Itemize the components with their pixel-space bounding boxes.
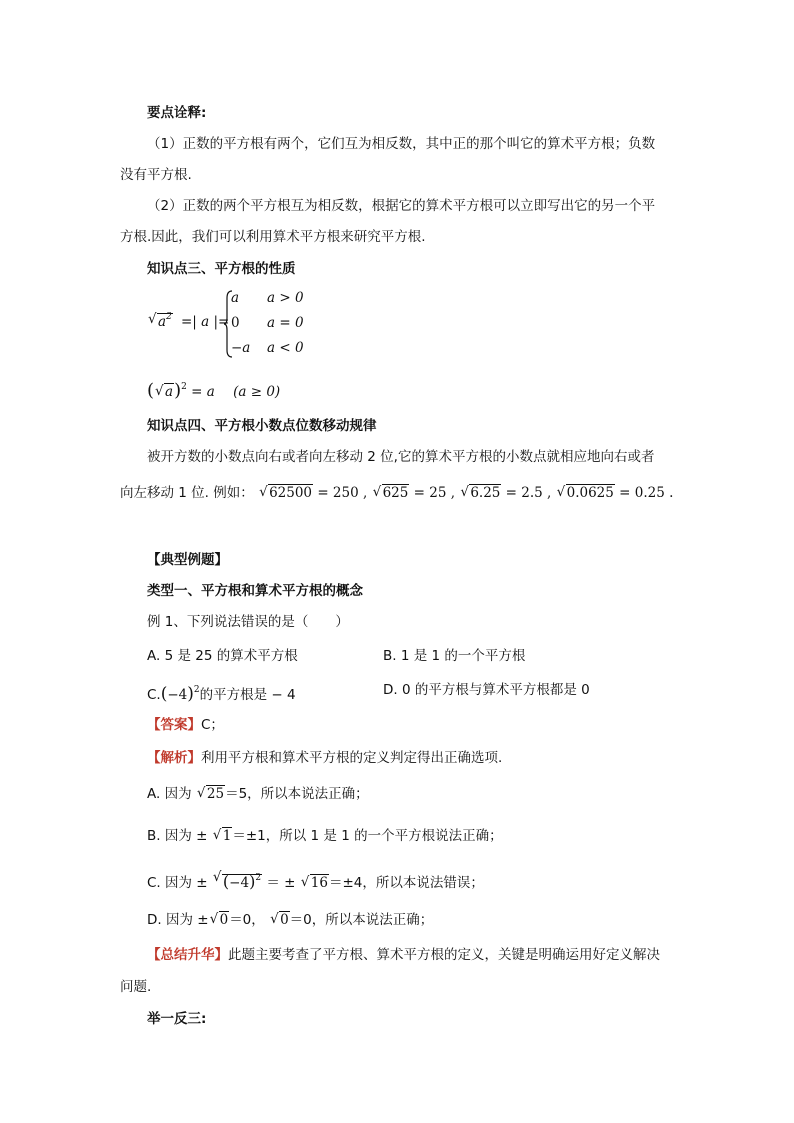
kp4-heading: 知识点四、平方根小数点位数移动规律 xyxy=(147,418,377,434)
kp4-line-1: 被开方数的小数点向右或者向左移动 2 位,它的算术平方根的小数点就相应地向右或者 xyxy=(147,449,655,465)
note-2-line-1: （2）正数的两个平方根互为相反数，根据它的算术平方根可以立即写出它的另一个平 xyxy=(147,198,656,214)
case-3-cond: a < 0 xyxy=(267,340,304,356)
solution-b-suffix: ＝±1，所以 1 是 1 的一个平方根说法正确； xyxy=(232,828,503,844)
solution-d-suffix: ＝0，所以本说法正确； xyxy=(289,912,434,928)
solution-d xyxy=(147,911,433,929)
option-c-prefix: C. xyxy=(147,687,161,703)
case-1-value: a xyxy=(231,290,240,306)
solution-a-prefix: A. 因为 xyxy=(147,786,192,802)
answer-label: 【答案】 xyxy=(147,717,201,733)
formula-lhs: =| a |= xyxy=(181,314,230,330)
sqrt-25: √ 25 xyxy=(197,785,225,803)
analysis-line xyxy=(147,749,502,767)
kp4-line-2 xyxy=(120,484,673,502)
option-c: $C.(-4)^2$的平方根是 − 4 xyxy=(147,684,296,704)
solution-d-prefix: D. 因为 ± xyxy=(147,912,209,928)
answer-value: C； xyxy=(201,717,224,733)
note-2-line-2: 方根.因此，我们可以利用算术平方根来研究平方根. xyxy=(120,229,426,245)
sqrt-0-b: √ 0 xyxy=(270,911,290,929)
summary-line-1 xyxy=(147,946,660,964)
case-1-cond: a > 0 xyxy=(267,290,304,306)
option-a: A. 5 是 25 的算术平方根 xyxy=(147,648,298,664)
square-of-root-formula: (√ a)$^2$ = a (a ≥ 0) xyxy=(147,378,280,401)
sqrt-625: √ 625 xyxy=(373,484,410,502)
solution-c-suffix: ＝±4，所以本说法错误； xyxy=(328,875,484,891)
case-2-value: 0 xyxy=(231,315,240,331)
result-0-25: = 0.25 . xyxy=(619,485,674,501)
result-25: = 25 , xyxy=(413,485,456,501)
sqrt-16: √ 16 xyxy=(301,874,329,892)
example-1-question: 例 1、下列说法错误的是（ ） xyxy=(147,614,349,630)
sqrt-a-squared: √ $a^2$ xyxy=(148,312,173,330)
notes-heading: 要点诠释: xyxy=(147,105,207,121)
sqrt-0-a: √ 0 xyxy=(210,911,230,929)
analysis-label: 【解析】 xyxy=(147,750,201,766)
option-c-suffix: 的平方根是 − 4 xyxy=(199,687,296,703)
kp4-line-2-prefix: 向左移动 1 位. 例如： xyxy=(120,485,254,501)
solution-b xyxy=(147,827,503,845)
kp3-heading: 知识点三、平方根的性质 xyxy=(147,261,296,277)
type-1-title: 类型一、平方根和算术平方根的概念 xyxy=(147,583,363,599)
result-2-5: = 2.5 , xyxy=(505,485,552,501)
result-250: = 250 , xyxy=(317,485,368,501)
option-d: D. 0 的平方根与算术平方根都是 0 xyxy=(383,682,590,698)
solution-a-suffix: ＝5，所以本说法正确； xyxy=(225,786,369,802)
solution-a xyxy=(147,785,369,803)
solution-c-prefix: C. 因为 ± xyxy=(147,875,208,891)
examples-section-title: 【典型例题】 xyxy=(147,552,228,568)
summary-label: 【总结升华】 xyxy=(147,947,228,963)
solution-b-prefix: B. 因为 ± xyxy=(147,828,208,844)
sqrt-62500: √ 62500 xyxy=(259,484,313,502)
analysis-text: 利用平方根和算术平方根的定义判定得出正确选项. xyxy=(201,750,503,766)
sqrt-0-0625: √ 0.0625 xyxy=(557,484,615,502)
solution-d-mid: ＝0， xyxy=(229,912,265,928)
sqrt-neg4-squared: √ $(-4)^2$ xyxy=(213,869,262,892)
summary-text-1: 此题主要考查了平方根、算术平方根的定义，关键是明确运用好定义解决 xyxy=(228,947,660,963)
formula2-rhs: = a xyxy=(191,384,215,400)
summary-line-2: 问题. xyxy=(120,979,152,995)
abs-value-formula xyxy=(147,288,367,360)
practice-heading: 举一反三: xyxy=(147,1011,207,1027)
formula2-cond: (a ≥ 0) xyxy=(233,384,281,400)
note-1-line-2: 没有平方根. xyxy=(120,167,192,183)
note-1-line-1: （1）正数的平方根有两个，它们互为相反数，其中正的那个叫它的算术平方根；负数 xyxy=(147,136,656,152)
case-3-value: −a xyxy=(231,340,251,356)
sqrt-6-25: √ 6.25 xyxy=(460,484,501,502)
sqrt-1: √ 1 xyxy=(213,827,233,845)
option-b: B. 1 是 1 的一个平方根 xyxy=(383,648,526,664)
answer-line xyxy=(147,716,224,734)
solution-c xyxy=(147,869,484,892)
case-2-cond: a = 0 xyxy=(267,315,304,331)
solution-c-mid: ＝ ± xyxy=(266,875,296,891)
